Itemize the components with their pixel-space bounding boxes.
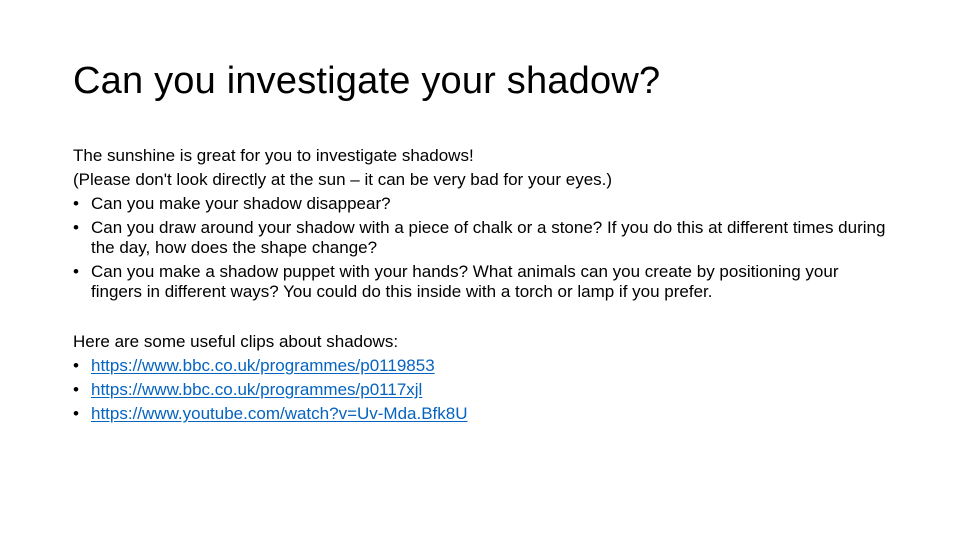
intro-line-1: The sunshine is great for you to investigate shadows! xyxy=(73,146,474,165)
list-item xyxy=(73,260,893,304)
bullet-text: Can you make a shadow puppet with your hands? What animals can you create by positioning your fingers in different ways? You could do this inside with a torch or lamp if you prefer. xyxy=(91,262,839,301)
bullet-icon: • xyxy=(73,404,79,423)
slide-body xyxy=(73,144,893,426)
bullet-text: Can you make your shadow disappear? xyxy=(91,194,391,213)
bullet-text: Can you draw around your shadow with a piece of chalk or a stone? If you do this at different times during the day, how does the shape change? xyxy=(91,218,886,257)
list-item xyxy=(73,192,893,216)
bullet-icon: • xyxy=(73,262,79,281)
bullet-icon: • xyxy=(73,380,79,399)
bullet-icon: • xyxy=(73,194,79,213)
bullet-icon: • xyxy=(73,218,79,237)
section-spacer xyxy=(73,304,893,330)
list-item xyxy=(73,216,893,260)
clip-link-bbc-2[interactable]: https://www.bbc.co.uk/programmes/p0117xjl xyxy=(91,380,423,399)
list-item xyxy=(73,378,893,402)
clip-link-youtube[interactable]: https://www.youtube.com/watch?v=Uv-Mda.Bfk8U xyxy=(91,404,468,423)
bullet-icon: • xyxy=(73,356,79,375)
clip-link-bbc-1[interactable]: https://www.bbc.co.uk/programmes/p0119853 xyxy=(91,356,435,375)
clips-heading: Here are some useful clips about shadows: xyxy=(73,332,399,351)
list-item xyxy=(73,402,893,426)
slide-title: Can you investigate your shadow? xyxy=(73,60,661,102)
intro-line-2: (Please don't look directly at the sun – it can be very bad for your eyes.) xyxy=(73,170,613,189)
list-item xyxy=(73,354,893,378)
